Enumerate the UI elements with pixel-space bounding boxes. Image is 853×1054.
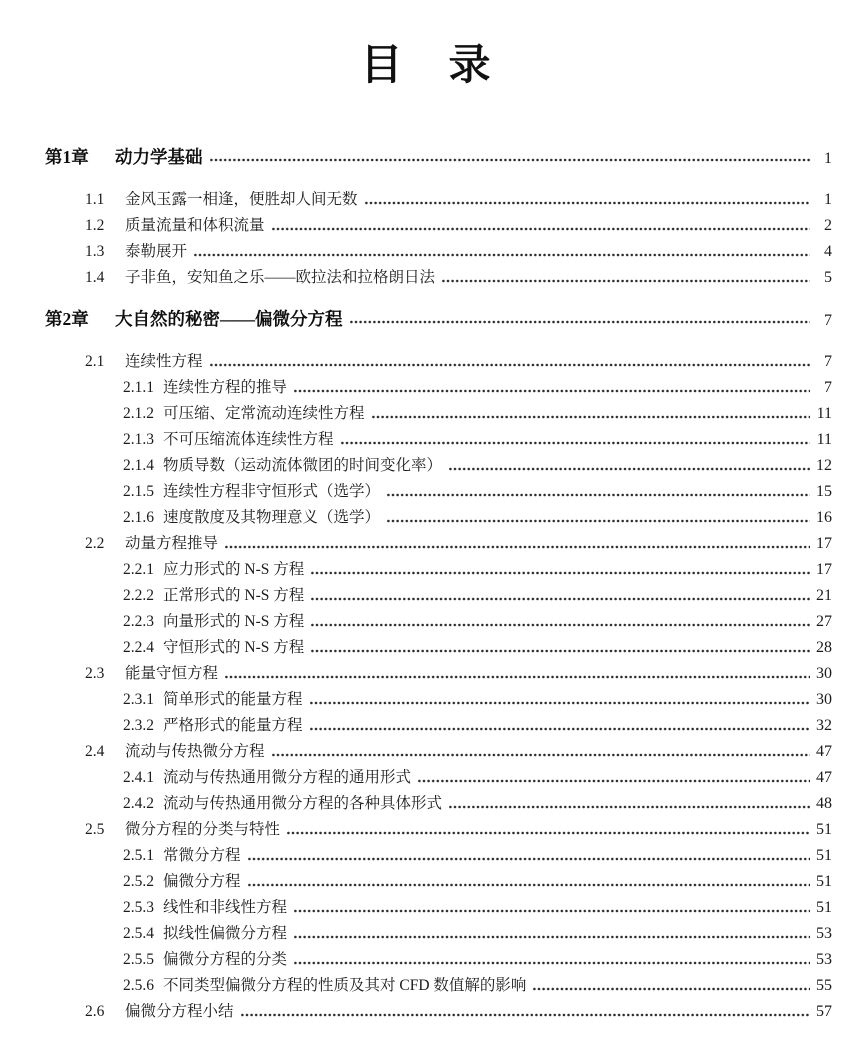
entry-title: 金风玉露一相逢，便胜却人间无数 (125, 191, 358, 208)
entry-page-number: 7 (824, 312, 832, 329)
dot-leader (387, 515, 810, 527)
entry-number: 2.5 (85, 821, 105, 838)
toc-entry-row (45, 895, 832, 921)
dot-leader (310, 697, 810, 709)
entry-number: 2.1.6 (123, 509, 154, 526)
entry-title: 可压缩、定常流动连续性方程 (163, 405, 365, 422)
entry-title: 微分方程的分类与特性 (125, 821, 281, 838)
toc-entry-row (45, 375, 832, 401)
dot-leader (341, 437, 810, 449)
entry-number: 1.2 (85, 217, 105, 234)
dot-leader (272, 223, 810, 235)
dot-leader (311, 593, 810, 605)
entry-number: 1.3 (85, 243, 105, 260)
toc-entry-row (45, 661, 832, 687)
entry-title: 泰勒展开 (125, 243, 188, 260)
entry-title: 动量方程推导 (125, 535, 219, 552)
entry-page-number: 17 (816, 561, 832, 578)
entry-title: 应力形式的 N-S 方程 (163, 561, 305, 578)
toc-entry-row (45, 239, 832, 265)
dot-leader (287, 827, 810, 839)
entry-number: 2.1.4 (123, 457, 154, 474)
toc-entry-row (45, 453, 832, 479)
entry-page-number: 55 (816, 977, 832, 994)
entry-title: 正常形式的 N-S 方程 (163, 587, 305, 604)
dot-leader (294, 931, 810, 943)
entry-page-number: 16 (816, 509, 832, 526)
entry-title: 流动与传热通用微分方程的各种具体形式 (163, 795, 443, 812)
toc-entry-row (45, 635, 832, 661)
entry-number: 2.1.2 (123, 405, 154, 422)
dot-leader (225, 541, 810, 553)
entry-number: 2.5.4 (123, 925, 154, 942)
toc-entry-row (45, 739, 832, 765)
dot-leader (294, 957, 810, 969)
toc-entry-row (45, 947, 832, 973)
entry-number: 2.3 (85, 665, 105, 682)
entry-page-number: 1 (824, 191, 832, 208)
toc-entry-row (45, 427, 832, 453)
entry-title: 子非鱼，安知鱼之乐——欧拉法和拉格朗日法 (125, 269, 436, 286)
entry-number: 2.1 (85, 353, 105, 370)
dot-leader (533, 983, 810, 995)
dot-leader (442, 275, 810, 287)
entry-title: 拟线性偏微分方程 (163, 925, 288, 942)
entry-page-number: 21 (816, 587, 832, 604)
dot-leader (372, 411, 810, 423)
dot-leader (241, 1009, 810, 1021)
toc-entry-row (45, 213, 832, 239)
dot-leader (225, 671, 810, 683)
entry-title: 线性和非线性方程 (163, 899, 288, 916)
toc-entry-row (45, 713, 832, 739)
toc-entry-row (45, 531, 832, 557)
toc-entry-row (45, 583, 832, 609)
entry-title: 偏微分方程的分类 (163, 951, 288, 968)
dot-leader (310, 723, 810, 735)
entry-title: 流动与传热通用微分方程的通用形式 (163, 769, 412, 786)
dot-leader (210, 154, 811, 166)
entry-number: 2.1.5 (123, 483, 154, 500)
entry-page-number: 17 (816, 535, 832, 552)
entry-number: 2.5.3 (123, 899, 154, 916)
entry-title: 物质导数（运动流体微团的时间变化率） (163, 457, 443, 474)
entry-number: 第2章 (45, 309, 89, 329)
toc-entry-row (45, 765, 832, 791)
entry-number: 1.4 (85, 269, 105, 286)
entry-number: 2.1.1 (123, 379, 154, 396)
toc-chapter-row (45, 144, 832, 170)
toc-entry-row (45, 687, 832, 713)
dot-leader (210, 359, 810, 371)
entry-number: 2.5.5 (123, 951, 154, 968)
entry-title: 连续性方程非守恒形式（选学） (163, 483, 381, 500)
entry-page-number: 1 (824, 150, 832, 167)
toc-entry-row (45, 999, 832, 1025)
entry-page-number: 47 (816, 769, 832, 786)
toc-chapter-row (45, 306, 832, 332)
entry-title: 速度散度及其物理意义（选学） (163, 509, 381, 526)
toc-entry-row (45, 505, 832, 531)
entry-title: 动力学基础 (115, 147, 203, 167)
dot-leader (294, 385, 810, 397)
toc-entry-row (45, 921, 832, 947)
entry-number: 2.5.1 (123, 847, 154, 864)
toc-entry-row (45, 265, 832, 291)
dot-leader (449, 463, 810, 475)
toc-entry-row (45, 791, 832, 817)
entry-number: 2.2 (85, 535, 105, 552)
page-title: 目 录 (360, 43, 493, 89)
entry-title: 不同类型偏微分方程的性质及其对 CFD 数值解的影响 (163, 977, 527, 994)
dot-leader (294, 905, 810, 917)
entry-title: 不可压缩流体连续性方程 (163, 431, 334, 448)
entry-page-number: 57 (816, 1003, 832, 1020)
dot-leader (311, 567, 810, 579)
dot-leader (311, 645, 810, 657)
toc-entry-row (45, 349, 832, 375)
entry-number: 2.3.2 (123, 717, 154, 734)
entry-page-number: 32 (816, 717, 832, 734)
entry-page-number: 7 (824, 353, 832, 370)
entry-title: 质量流量和体积流量 (125, 217, 265, 234)
dot-leader (248, 853, 810, 865)
entry-title: 流动与传热微分方程 (125, 743, 265, 760)
entry-title: 守恒形式的 N-S 方程 (163, 639, 305, 656)
entry-page-number: 53 (816, 951, 832, 968)
entry-page-number: 47 (816, 743, 832, 760)
dot-leader (248, 879, 810, 891)
entry-page-number: 51 (816, 873, 832, 890)
entry-number: 2.2.2 (123, 587, 154, 604)
entry-number: 2.2.4 (123, 639, 154, 656)
entry-number: 2.6 (85, 1003, 105, 1020)
toc-entry-row (45, 843, 832, 869)
entry-page-number: 15 (816, 483, 832, 500)
entry-page-number: 28 (816, 639, 832, 656)
entry-page-number: 7 (824, 379, 832, 396)
entry-page-number: 12 (816, 457, 832, 474)
entry-number: 2.5.6 (123, 977, 154, 994)
dot-leader (387, 489, 810, 501)
dot-leader (418, 775, 810, 787)
entry-page-number: 5 (824, 269, 832, 286)
entry-title: 简单形式的能量方程 (163, 691, 303, 708)
entry-page-number: 4 (824, 243, 832, 260)
entry-number: 2.1.3 (123, 431, 154, 448)
entry-number: 2.2.1 (123, 561, 154, 578)
entry-page-number: 53 (816, 925, 832, 942)
entry-title: 偏微分方程 (163, 873, 241, 890)
toc-list (45, 144, 832, 1025)
entry-number: 2.4.1 (123, 769, 154, 786)
entry-number: 2.2.3 (123, 613, 154, 630)
entry-title: 大自然的秘密——偏微分方程 (115, 309, 343, 329)
dot-leader (350, 316, 811, 328)
toc-entry-row (45, 401, 832, 427)
dot-leader (311, 619, 810, 631)
entry-number: 2.4 (85, 743, 105, 760)
entry-page-number: 2 (824, 217, 832, 234)
toc-entry-row (45, 817, 832, 843)
entry-number: 第1章 (45, 147, 89, 167)
dot-leader (272, 749, 810, 761)
entry-number: 2.5.2 (123, 873, 154, 890)
entry-page-number: 51 (816, 821, 832, 838)
dot-leader (365, 197, 810, 209)
entry-page-number: 30 (816, 665, 832, 682)
entry-page-number: 27 (816, 613, 832, 630)
entry-title: 常微分方程 (163, 847, 241, 864)
entry-page-number: 11 (816, 431, 832, 448)
dot-leader (194, 249, 810, 261)
entry-title: 向量形式的 N-S 方程 (163, 613, 305, 630)
entry-number: 2.4.2 (123, 795, 154, 812)
entry-title: 严格形式的能量方程 (163, 717, 303, 734)
entry-title: 偏微分方程小结 (125, 1003, 234, 1020)
toc-entry-row (45, 609, 832, 635)
entry-page-number: 48 (816, 795, 832, 812)
entry-number: 2.3.1 (123, 691, 154, 708)
entry-page-number: 51 (816, 899, 832, 916)
entry-page-number: 30 (816, 691, 832, 708)
toc-entry-row (45, 973, 832, 999)
entry-title: 连续性方程 (125, 353, 203, 370)
toc-entry-row (45, 557, 832, 583)
toc-entry-row (45, 187, 832, 213)
dot-leader (449, 801, 810, 813)
entry-page-number: 11 (816, 405, 832, 422)
entry-title: 能量守恒方程 (125, 665, 219, 682)
entry-number: 1.1 (85, 191, 105, 208)
toc-entry-row (45, 869, 832, 895)
entry-title: 连续性方程的推导 (163, 379, 288, 396)
entry-page-number: 51 (816, 847, 832, 864)
toc-entry-row (45, 479, 832, 505)
